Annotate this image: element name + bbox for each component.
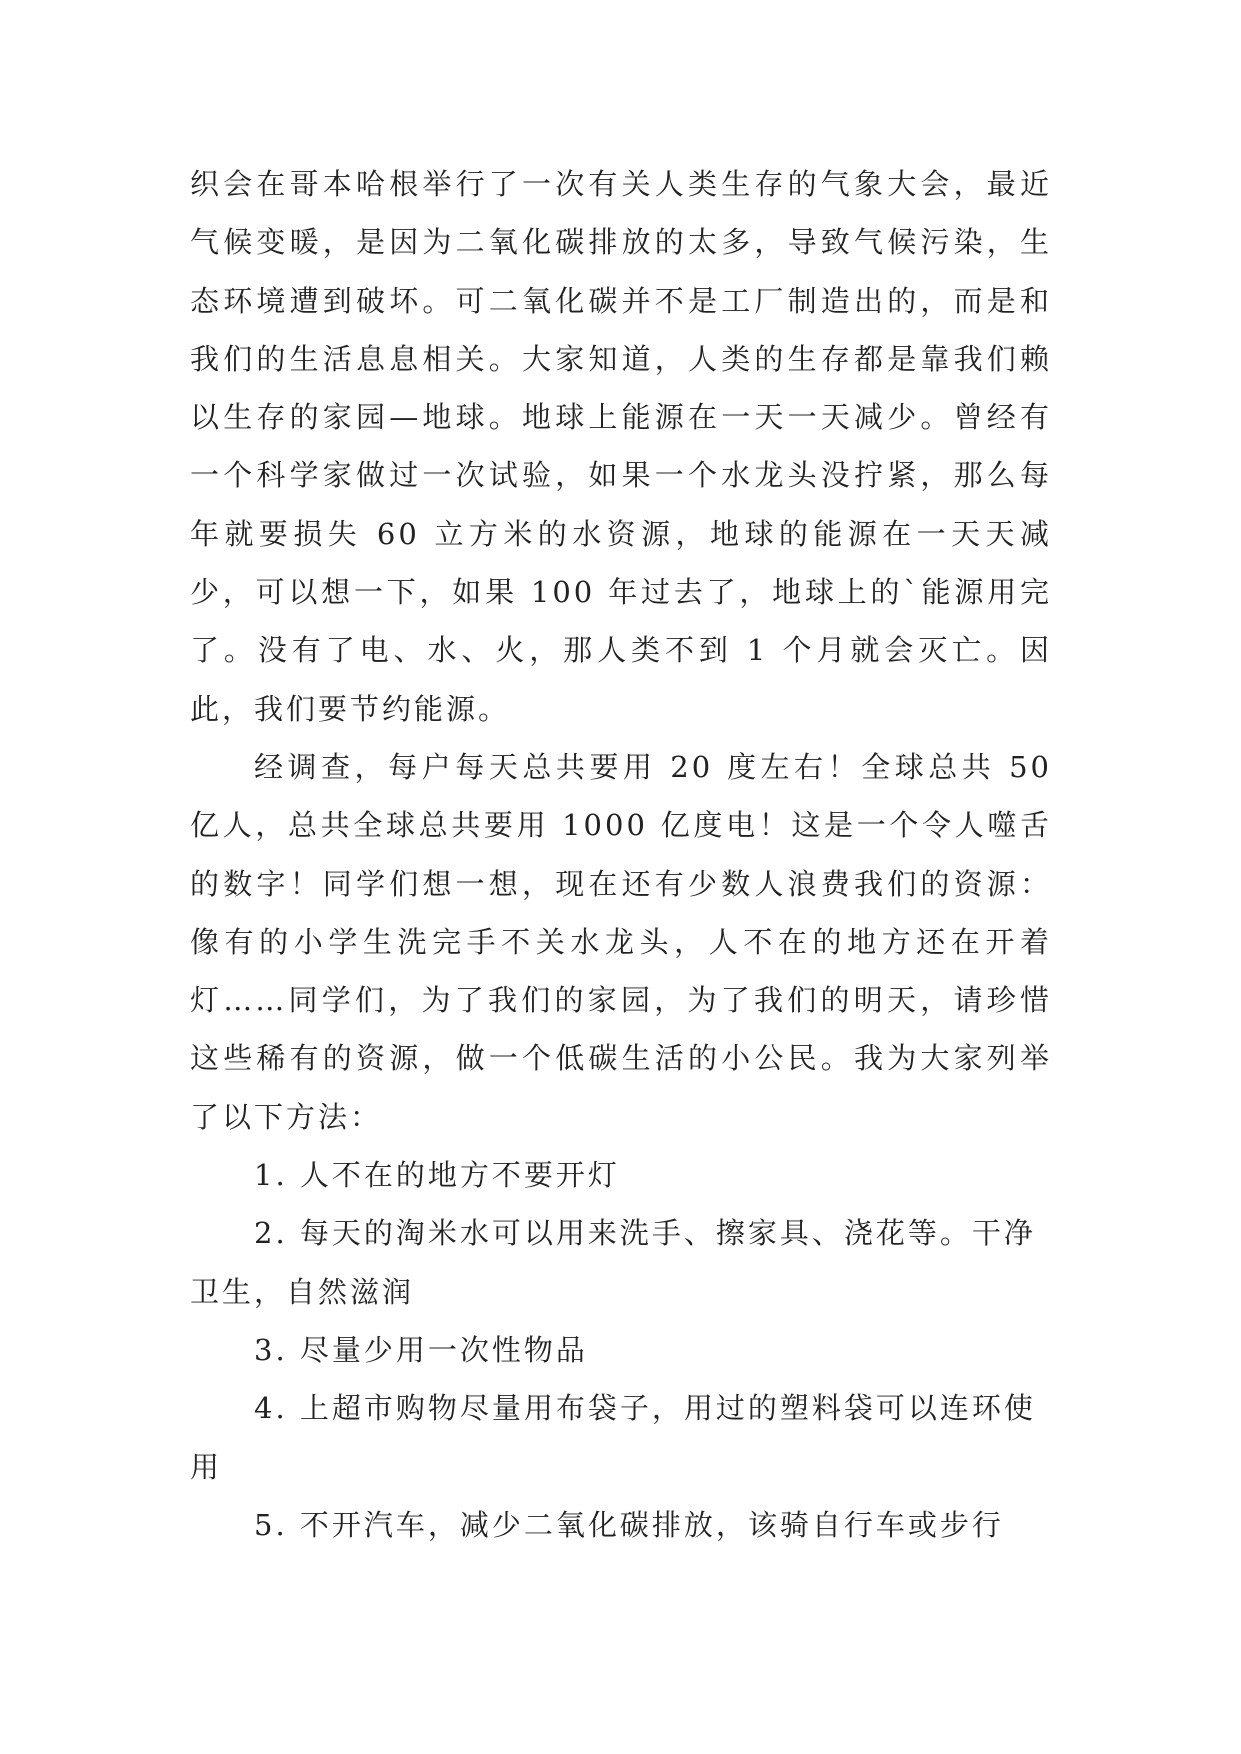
list-item-5: 5. 不开汽车，减少二氧化碳排放，该骑自行车或步行 [254,1507,1004,1542]
list-item-1: 1. 人不在的地方不要开灯 [254,1158,620,1193]
document-body [190,155,1052,1554]
list-item-2: 2. 每天的淘米水可以用来洗手、擦家具、浇花等。干净卫生，自然滋润 [190,1216,1036,1309]
list-item-4: 4. 上超市购物尽量用布袋子，用过的塑料袋可以连环使用 [190,1391,1036,1484]
paragraph-energy-intro: 织会在哥本哈根举行了一次有关人类生存的气象大会，最近气候变暖，是因为二氧化碳排放的太多，导致气候污染，生态环境遭到破坏。可二氧化碳并不是工厂制造出的，而是和我们的生活息息相关。大家知道，人类的生存都是靠我们赖以生存的家园—地球。地球上能源在一天一天减少。曾经有一个科学家做过一次试验，如果一个水龙头没拧紧，那么每年就要损失 60 立方米的水资源，地球的能源在一天天减少，可以想一下，如果 100 年过去了，地球上的`能源用完了。没有了电、水、火，那人类不到 1 个月就会灭亡。因此，我们要节约能源。 [190,167,1052,726]
list-item-3: 3. 尽量少用一次性物品 [254,1332,588,1367]
paragraph-survey: 经调查，每户每天总共要用 20 度左右！全球总共 50 亿人，总共全球总共要用 1000 亿度电！这是一个令人噬舌的数字！同学们想一想，现在还有少数人浪费我们的资源：像有的小学生洗完手不关水龙头，人不在的地方还在开着灯……同学们，为了我们的家园，为了我们的明天，请珍惜这些稀有的资源，做一个低碳生活的小公民。我为大家列举了以下方法： [190,749,1052,1134]
